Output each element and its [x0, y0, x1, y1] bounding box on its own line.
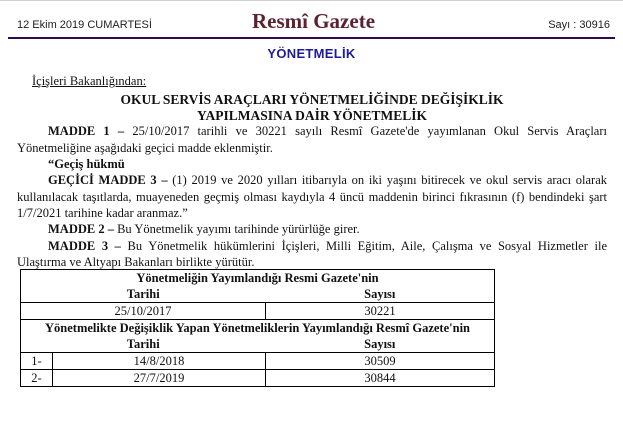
- cell-date: 25/10/2017: [21, 303, 266, 320]
- cell-index: 2-: [21, 370, 53, 387]
- regulation-title-line2: YAPILMASINA DAİR YÖNETMELİK: [196, 107, 428, 123]
- table-header-row: [21, 336, 495, 353]
- cell-number: 30844: [266, 370, 495, 387]
- table-row: [21, 353, 495, 370]
- cell-date: 14/8/2018: [53, 353, 266, 370]
- masthead-title: Resmî Gazete: [251, 9, 376, 33]
- paragraph-lead: “Geçiş hükmü: [48, 157, 125, 172]
- table-section1-title-row: [21, 270, 495, 287]
- table-section2-title-row: [21, 320, 495, 337]
- paragraph-madde1: [17, 123, 607, 156]
- ministry-line: İçişleri Bakanlığından:: [32, 74, 147, 88]
- table-row: [21, 370, 495, 387]
- table-row: [21, 303, 495, 320]
- paragraph-text: Bu Yönetmelik hükümlerini İçişleri, Milli Eğitim, Aile, Çalışma ve Sosyal Hizmetler ile Ulaştırma ve Altyapı Bakanları birlikte yürütür.: [17, 238, 607, 269]
- cell-index: 1-: [21, 353, 53, 370]
- gazette-header: [0, 1, 623, 34]
- column-header-date: Tarihi: [21, 286, 266, 303]
- paragraph-lead: MADDE 3 –: [48, 238, 121, 253]
- column-header-number: Sayısı: [266, 286, 495, 303]
- column-header-number: Sayısı: [266, 336, 495, 353]
- paragraph-madde3: [17, 238, 607, 271]
- paragraph-text: 25/10/2017 tarihli ve 30221 sayılı Resmî Gazete'de yayımlanan Okul Servis Araçları Yönetmeliğine aşağıdaki geçici madde eklenmiştir.: [17, 124, 607, 155]
- paragraph-madde2: [17, 221, 607, 237]
- section2-title: Yönetmelikte Değişiklik Yapan Yönetmeliklerin Yayımlandığı Resmî Gazete'nin: [45, 320, 470, 335]
- cell-number: 30509: [266, 353, 495, 370]
- column-header-date: Tarihi: [21, 336, 266, 353]
- paragraph-lead: GEÇİCİ MADDE 3 –: [48, 173, 168, 188]
- issue-date: 12 Ekim 2019 CUMARTESİ: [17, 19, 152, 31]
- paragraph-gecici-madde3: [17, 172, 607, 221]
- header-rule: [8, 37, 615, 39]
- table-header-row: [21, 286, 495, 303]
- section-heading: YÖNETMELİK: [267, 46, 356, 61]
- paragraph-gecis-hukmu: [17, 156, 607, 172]
- cell-date: 27/7/2019: [53, 370, 266, 387]
- paragraph-text: Bu Yönetmelik yayımı tarihinde yürürlüğe girer.: [113, 222, 360, 237]
- paragraph-lead: MADDE 2 –: [48, 222, 114, 237]
- issue-number: Sayı : 30916: [548, 19, 610, 31]
- paragraph-lead: MADDE 1 –: [48, 124, 125, 139]
- cell-number: 30221: [266, 303, 495, 320]
- section1-title: Yönetmeliğin Yayımlandığı Resmi Gazete'nin: [136, 270, 379, 285]
- paragraph-text: (1) 2019 ve 2020 yılları itibarıyla on iki yaşını bitirecek ve okul servis aracı olarak kullanılacak taşıtlarda, muayeneden geçmiş olması kaydıyla 4 üncü maddenin birinci fıkrasının (f) bendindeki şart 1/7/2021 tarihine kadar aranmaz.”: [17, 173, 608, 220]
- publication-info-table: [20, 269, 495, 387]
- regulation-title-line1: OKUL SERVİS ARAÇLARI YÖNETMELİĞİNDE DEĞİŞİKLİK: [120, 92, 504, 108]
- document-body: [17, 73, 607, 270]
